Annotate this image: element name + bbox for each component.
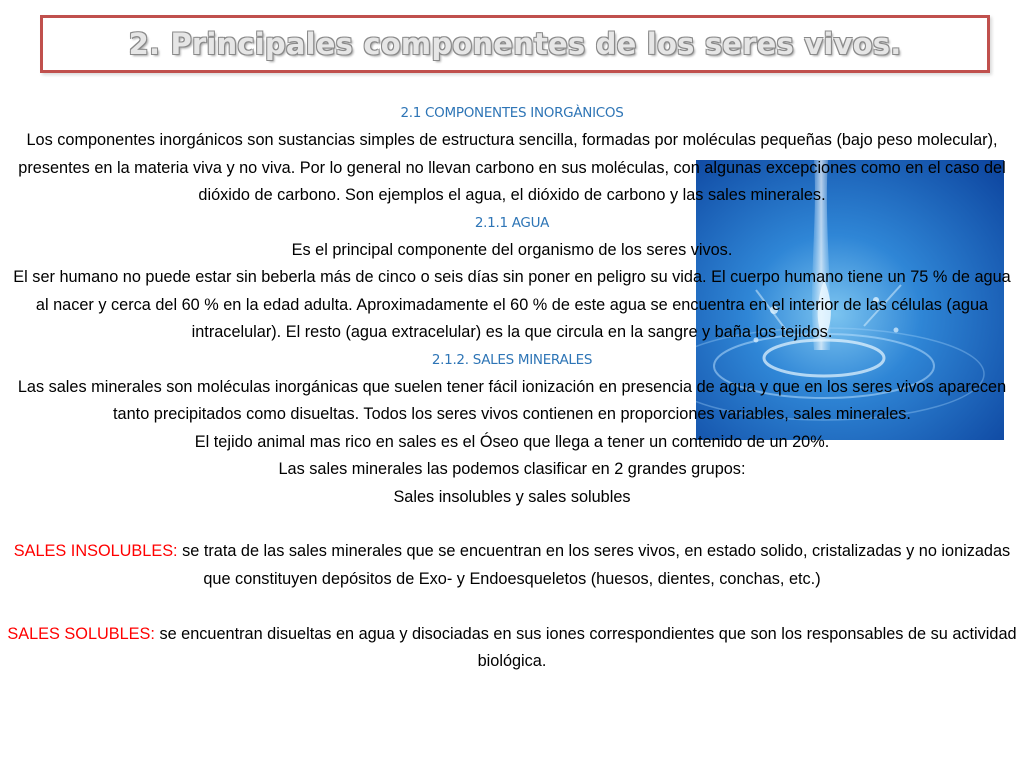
paragraph-inorganicos: Los componentes inorgánicos son sustancias simples de estructura sencilla, formadas por moléculas pequeñas (bajo peso molecular), presentes en la materia viva y no viva. Por lo general no llevan carbono en sus moléculas, con algunas excepciones como en el caso del dióxido de carbono. Son ejemplos el agua, el dióxido de carbono y las sales minerales. [18, 131, 1006, 205]
heading-agua: 2.1.1 AGUA [474, 214, 550, 231]
label-sales-solubles: SALES SOLUBLES: [7, 624, 155, 643]
text-sales-insolubles: se trata de las sales minerales que se encuentran en los seres vivos, en estado solido, cristalizadas y no ionizadas que constituyen depósitos de Exo- y Endoesqueletos (huesos, dientes, conchas, etc.) [177, 542, 1011, 588]
page-title: 2. Principales componentes de los seres vivos. [128, 27, 902, 61]
text-sales-solubles: se encuentran disueltas en agua y disociadas en sus iones correspondientes que son los responsables de su actividad biológica. [154, 624, 1017, 671]
label-sales-insolubles: SALES INSOLUBLES: [13, 542, 178, 561]
paragraph-sales-2: El tejido animal mas rico en sales es el Óseo que llega a tener un contenido de un 20%. [194, 432, 830, 451]
paragraph-insolubles [6, 538, 1018, 593]
paragraph-sales-4: Sales insolubles y sales solubles [393, 487, 631, 506]
spacer [6, 593, 1018, 620]
title-box [40, 15, 990, 73]
content [6, 100, 1018, 676]
heading-sales-minerales: 2.1.2. SALES MINERALES [431, 351, 593, 368]
paragraph-sales-1: Las sales minerales son moléculas inorgánicas que suelen tener fácil ionización en presencia de agua y que en los seres vivos aparecen tanto precipitados como disueltas. Todos los seres vivos contienen en proporciones variables, sales minerales. [17, 378, 1007, 424]
paragraph-agua-2: El ser humano no puede estar sin beberla más de cinco o seis días sin poner en peligro su vida. El cuerpo humano tiene un 75 % de agua al nacer y cerca del 60 % en la edad adulta. Aproximadamente el 60 % de este agua se encuentra en el interior de las células (agua intracelular). El resto (agua extracelular) es la que circula en la sangre y baña los tejidos. [13, 268, 1011, 342]
spacer [6, 511, 1018, 538]
paragraph-solubles [6, 621, 1018, 676]
heading-componentes-inorganicos: 2.1 COMPONENTES INORGÀNICOS [400, 105, 624, 121]
paragraph-agua-1: Es el principal componente del organismo de los seres vivos. [291, 241, 733, 260]
paragraph-sales-3: Las sales minerales las podemos clasificar en 2 grandes grupos: [278, 460, 746, 479]
